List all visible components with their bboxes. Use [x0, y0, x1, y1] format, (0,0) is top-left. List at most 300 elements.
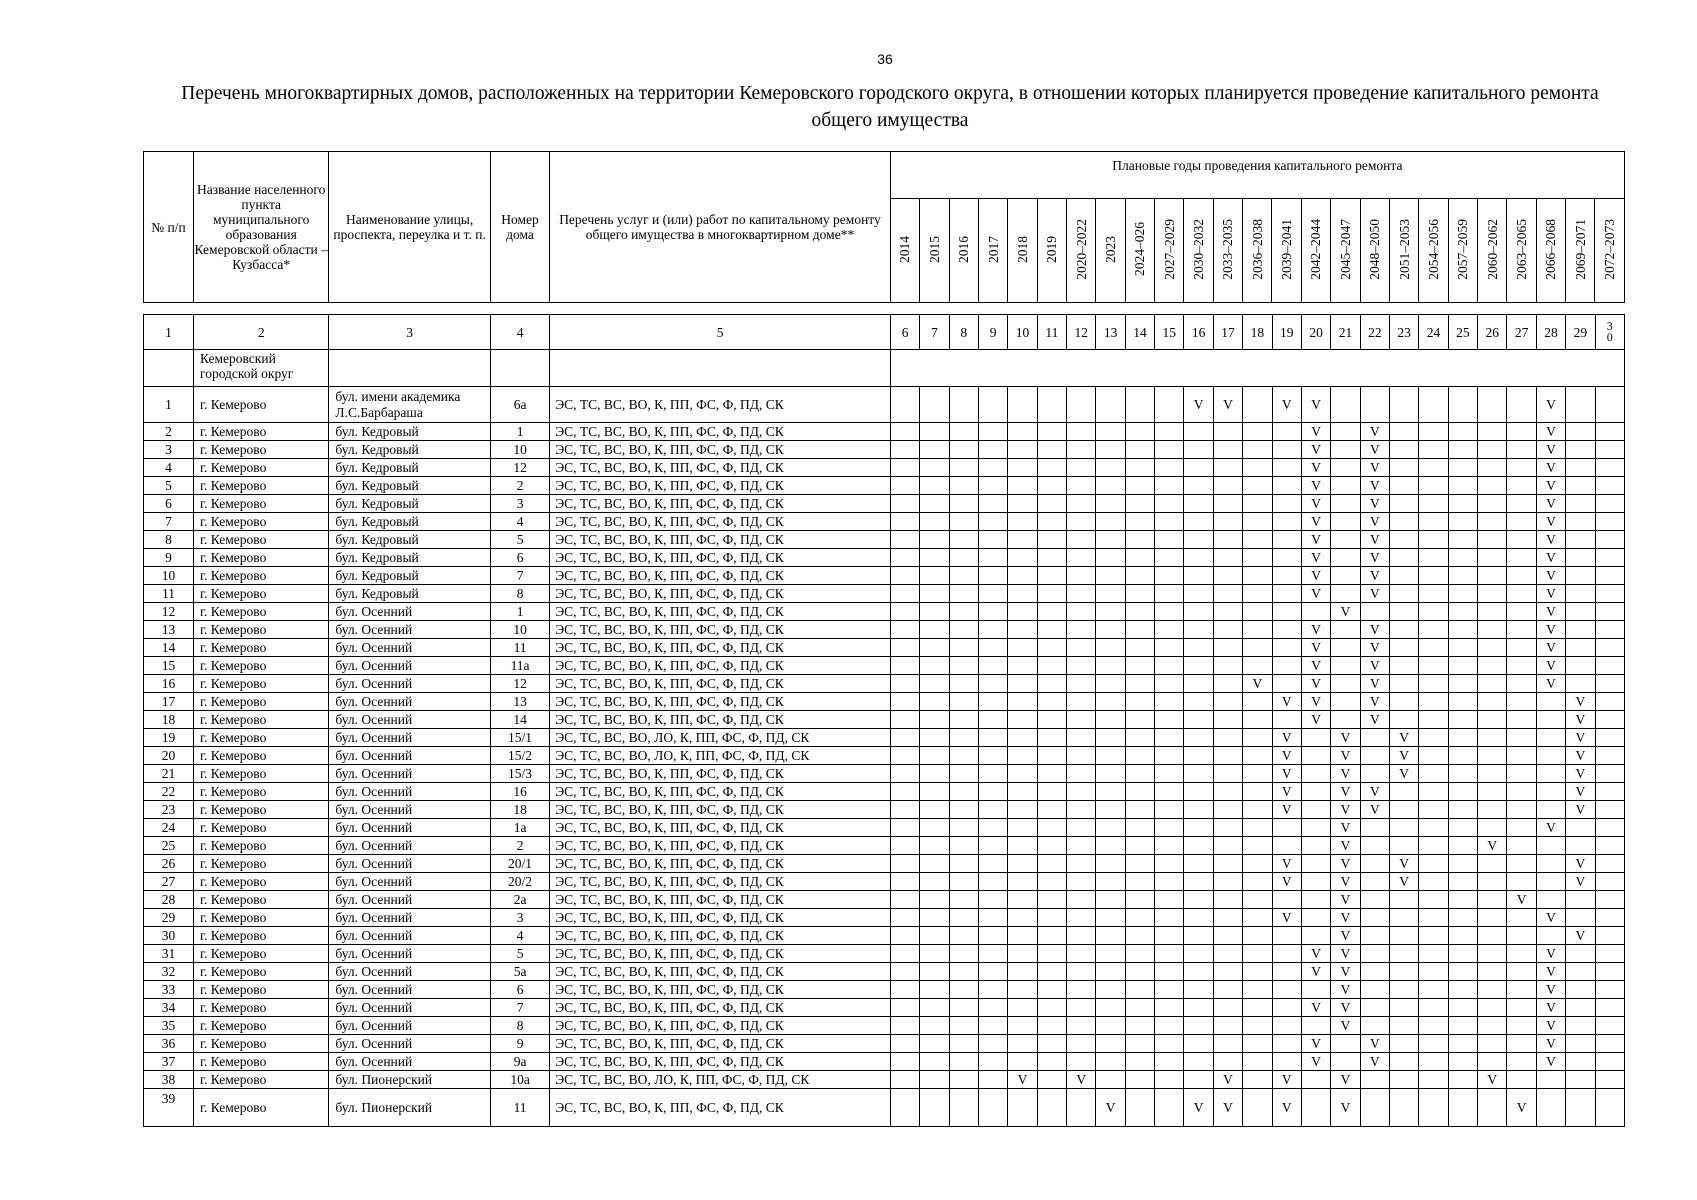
year-mark-cell — [1008, 765, 1037, 783]
year-mark-cell: V — [1536, 675, 1565, 693]
year-mark-cell — [1067, 891, 1096, 909]
year-mark-cell — [1067, 909, 1096, 927]
year-mark-cell — [1595, 765, 1624, 783]
col-works-header: Перечень услуг и (или) работ по капитальному ремонту общего имущества в многоквартирном доме** — [550, 152, 891, 303]
year-mark-cell — [1272, 927, 1301, 945]
year-mark-cell — [949, 495, 978, 513]
year-mark-cell — [1331, 423, 1360, 441]
year-mark-cell — [1125, 729, 1154, 747]
year-mark-cell — [920, 873, 949, 891]
row-works: ЭС, ТС, ВС, ВО, К, ПП, ФС, Ф, ПД, СК — [550, 909, 891, 927]
row-works: ЭС, ТС, ВС, ВО, К, ПП, ФС, Ф, ПД, СК — [550, 945, 891, 963]
year-mark-cell — [1390, 477, 1419, 495]
year-mark-cell — [1243, 621, 1272, 639]
year-mark-cell — [1478, 765, 1507, 783]
year-mark-cell — [1184, 657, 1213, 675]
year-mark-cell — [1125, 603, 1154, 621]
year-mark-cell — [1331, 711, 1360, 729]
year-mark-cell — [1390, 639, 1419, 657]
row-works: ЭС, ТС, ВС, ВО, К, ПП, ФС, Ф, ПД, СК — [550, 927, 891, 945]
year-mark-cell: V — [1390, 855, 1419, 873]
year-mark-cell — [1566, 603, 1595, 621]
year-mark-cell: V — [1566, 801, 1595, 819]
year-mark-cell — [1595, 567, 1624, 585]
table-row — [144, 459, 1625, 477]
year-mark-cell: V — [1301, 1035, 1330, 1053]
year-mark-cell — [1566, 459, 1595, 477]
year-mark-cell — [1566, 1017, 1595, 1035]
year-mark-cell — [1213, 495, 1242, 513]
year-mark-cell — [1037, 945, 1066, 963]
column-index-cell: 10 — [1008, 315, 1037, 350]
year-mark-cell — [920, 459, 949, 477]
year-mark-cell — [920, 729, 949, 747]
column-index-cell: 26 — [1478, 315, 1507, 350]
year-label: 2014 — [897, 235, 913, 263]
year-mark-cell — [1037, 423, 1066, 441]
row-number: 1 — [144, 387, 194, 423]
row-house: 10а — [490, 1071, 549, 1089]
year-mark-cell — [1008, 657, 1037, 675]
row-city: г. Кемерово — [194, 603, 329, 621]
year-mark-cell: V — [1331, 819, 1360, 837]
year-mark-cell — [1008, 513, 1037, 531]
year-mark-cell — [1067, 999, 1096, 1017]
year-mark-cell — [1331, 387, 1360, 423]
row-house: 20/1 — [490, 855, 549, 873]
year-mark-cell — [1184, 477, 1213, 495]
year-mark-cell — [1448, 675, 1477, 693]
year-mark-cell: V — [1272, 765, 1301, 783]
row-works: ЭС, ТС, ВС, ВО, К, ПП, ФС, Ф, ПД, СК — [550, 531, 891, 549]
year-mark-cell — [1213, 999, 1242, 1017]
year-mark-cell — [1243, 927, 1272, 945]
year-mark-cell — [1184, 765, 1213, 783]
year-mark-cell — [1067, 801, 1096, 819]
table-row — [144, 621, 1625, 639]
year-mark-cell — [1243, 639, 1272, 657]
year-mark-cell — [1096, 1035, 1125, 1053]
year-mark-cell — [1566, 585, 1595, 603]
year-mark-cell — [1125, 765, 1154, 783]
year-mark-cell — [1595, 981, 1624, 999]
year-mark-cell — [1184, 585, 1213, 603]
year-mark-cell — [1243, 909, 1272, 927]
year-header — [1360, 199, 1389, 303]
year-mark-cell — [1008, 711, 1037, 729]
year-mark-cell — [1390, 927, 1419, 945]
year-mark-cell — [890, 1035, 919, 1053]
row-city: г. Кемерово — [194, 963, 329, 981]
year-mark-cell — [1067, 387, 1096, 423]
year-mark-cell — [1096, 945, 1125, 963]
year-mark-cell — [978, 1089, 1007, 1127]
year-mark-cell — [978, 765, 1007, 783]
table-row — [144, 603, 1625, 621]
year-mark-cell: V — [1301, 999, 1330, 1017]
year-mark-cell: V — [1331, 909, 1360, 927]
column-index-cell: 8 — [949, 315, 978, 350]
row-city: г. Кемерово — [194, 837, 329, 855]
year-mark-cell — [978, 837, 1007, 855]
year-mark-cell — [1155, 531, 1184, 549]
year-mark-cell — [1243, 531, 1272, 549]
year-mark-cell — [1096, 693, 1125, 711]
year-mark-cell — [949, 639, 978, 657]
year-mark-cell — [1478, 693, 1507, 711]
year-mark-cell — [949, 711, 978, 729]
row-street: бул. Осенний — [329, 873, 490, 891]
row-house: 2а — [490, 891, 549, 909]
row-house: 11а — [490, 657, 549, 675]
row-house: 2 — [490, 837, 549, 855]
year-mark-cell — [949, 747, 978, 765]
row-works: ЭС, ТС, ВС, ВО, К, ПП, ФС, Ф, ПД, СК — [550, 585, 891, 603]
year-mark-cell — [1008, 639, 1037, 657]
year-mark-cell — [949, 855, 978, 873]
year-label: 2020–2022 — [1073, 218, 1089, 280]
year-mark-cell — [1448, 1089, 1477, 1127]
year-mark-cell — [1301, 981, 1330, 999]
year-mark-cell — [1390, 837, 1419, 855]
year-mark-cell — [1184, 891, 1213, 909]
year-mark-cell — [1008, 909, 1037, 927]
row-works: ЭС, ТС, ВС, ВО, К, ПП, ФС, Ф, ПД, СК — [550, 459, 891, 477]
year-label: 2054–2056 — [1425, 218, 1441, 280]
year-mark-cell — [1067, 927, 1096, 945]
row-house: 3 — [490, 909, 549, 927]
row-number: 10 — [144, 567, 194, 585]
year-mark-cell — [1507, 819, 1536, 837]
year-mark-cell — [1067, 1053, 1096, 1071]
year-mark-cell — [890, 909, 919, 927]
year-mark-cell — [1067, 1017, 1096, 1035]
year-mark-cell: V — [1536, 477, 1565, 495]
year-mark-cell — [1184, 963, 1213, 981]
year-mark-cell — [1272, 999, 1301, 1017]
year-mark-cell — [1037, 927, 1066, 945]
year-mark-cell — [1595, 387, 1624, 423]
year-mark-cell — [1478, 1053, 1507, 1071]
year-mark-cell: V — [1536, 621, 1565, 639]
row-house: 1 — [490, 603, 549, 621]
year-mark-cell — [978, 567, 1007, 585]
year-mark-cell — [1566, 1035, 1595, 1053]
year-mark-cell — [890, 783, 919, 801]
year-mark-cell — [1067, 441, 1096, 459]
year-mark-cell — [1155, 423, 1184, 441]
row-street: бул. имени академика Л.С.Барбараша — [329, 387, 490, 423]
year-mark-cell — [949, 819, 978, 837]
year-mark-cell — [1125, 675, 1154, 693]
row-house: 12 — [490, 675, 549, 693]
year-mark-cell — [1184, 873, 1213, 891]
row-city: г. Кемерово — [194, 945, 329, 963]
year-mark-cell — [1448, 711, 1477, 729]
row-street: бул. Осенний — [329, 891, 490, 909]
year-mark-cell — [1067, 819, 1096, 837]
year-mark-cell — [1243, 747, 1272, 765]
year-mark-cell — [1478, 1089, 1507, 1127]
row-street: бул. Осенний — [329, 837, 490, 855]
row-city: г. Кемерово — [194, 1053, 329, 1071]
table-row — [144, 999, 1625, 1017]
year-mark-cell — [1478, 855, 1507, 873]
year-mark-cell — [1566, 999, 1595, 1017]
year-mark-cell — [1184, 801, 1213, 819]
year-mark-cell — [1448, 909, 1477, 927]
year-mark-cell — [1331, 1053, 1360, 1071]
year-mark-cell — [1008, 981, 1037, 999]
year-mark-cell — [1507, 459, 1536, 477]
year-mark-cell — [1213, 1017, 1242, 1035]
year-mark-cell — [978, 693, 1007, 711]
year-mark-cell — [1125, 999, 1154, 1017]
row-works: ЭС, ТС, ВС, ВО, К, ПП, ФС, Ф, ПД, СК — [550, 603, 891, 621]
year-mark-cell — [1272, 603, 1301, 621]
year-mark-cell — [1067, 873, 1096, 891]
row-number: 8 — [144, 531, 194, 549]
year-mark-cell — [1272, 459, 1301, 477]
year-mark-cell — [1419, 819, 1448, 837]
year-mark-cell: V — [1360, 693, 1389, 711]
year-mark-cell — [890, 441, 919, 459]
year-mark-cell — [1243, 1053, 1272, 1071]
year-mark-cell — [920, 675, 949, 693]
year-mark-cell: V — [1566, 927, 1595, 945]
year-mark-cell — [1125, 711, 1154, 729]
year-mark-cell — [920, 621, 949, 639]
year-mark-cell: V — [1360, 783, 1389, 801]
row-works: ЭС, ТС, ВС, ВО, К, ПП, ФС, Ф, ПД, СК — [550, 441, 891, 459]
year-mark-cell — [1243, 999, 1272, 1017]
table-row — [144, 711, 1625, 729]
year-mark-cell — [1125, 585, 1154, 603]
year-mark-cell — [1390, 585, 1419, 603]
year-mark-cell — [1566, 477, 1595, 495]
year-mark-cell — [1507, 657, 1536, 675]
year-mark-cell: V — [1331, 945, 1360, 963]
year-mark-cell — [978, 873, 1007, 891]
year-label: 2051–2053 — [1396, 218, 1412, 280]
row-street: бул. Кедровый — [329, 585, 490, 603]
year-mark-cell: V — [1331, 837, 1360, 855]
row-city: г. Кемерово — [194, 729, 329, 747]
year-mark-cell — [1213, 729, 1242, 747]
year-mark-cell — [1478, 711, 1507, 729]
year-mark-cell — [1331, 567, 1360, 585]
year-mark-cell — [1096, 657, 1125, 675]
year-mark-cell — [1301, 747, 1330, 765]
year-mark-cell — [1301, 837, 1330, 855]
year-mark-cell — [1008, 585, 1037, 603]
year-mark-cell — [1301, 855, 1330, 873]
year-mark-cell — [920, 1053, 949, 1071]
year-mark-cell: V — [1507, 891, 1536, 909]
year-mark-cell — [1243, 981, 1272, 999]
row-works: ЭС, ТС, ВС, ВО, К, ПП, ФС, Ф, ПД, СК — [550, 1035, 891, 1053]
year-mark-cell — [1008, 459, 1037, 477]
year-mark-cell — [920, 513, 949, 531]
year-mark-cell: V — [1331, 603, 1360, 621]
year-mark-cell — [1419, 747, 1448, 765]
year-mark-cell: V — [1536, 1035, 1565, 1053]
year-header — [1125, 199, 1154, 303]
year-mark-cell: V — [1360, 1035, 1389, 1053]
year-mark-cell — [949, 657, 978, 675]
year-mark-cell — [1184, 495, 1213, 513]
year-mark-cell — [1213, 963, 1242, 981]
year-mark-cell — [1067, 675, 1096, 693]
year-mark-cell — [1507, 621, 1536, 639]
year-mark-cell — [1243, 549, 1272, 567]
year-mark-cell — [1213, 459, 1242, 477]
year-mark-cell — [1390, 549, 1419, 567]
year-mark-cell: V — [1213, 387, 1242, 423]
year-mark-cell — [1243, 423, 1272, 441]
year-mark-cell — [1595, 909, 1624, 927]
year-mark-cell — [1419, 585, 1448, 603]
year-mark-cell — [1507, 855, 1536, 873]
year-mark-cell: V — [1272, 1089, 1301, 1127]
year-mark-cell — [920, 747, 949, 765]
table-row — [144, 1035, 1625, 1053]
row-city: г. Кемерово — [194, 873, 329, 891]
row-city: г. Кемерово — [194, 1035, 329, 1053]
year-mark-cell — [978, 657, 1007, 675]
year-mark-cell — [1125, 891, 1154, 909]
year-mark-cell — [1067, 423, 1096, 441]
year-mark-cell: V — [1360, 801, 1389, 819]
year-mark-cell — [1067, 747, 1096, 765]
year-label: 2016 — [956, 235, 972, 263]
year-mark-cell — [1301, 819, 1330, 837]
year-mark-cell: V — [1301, 693, 1330, 711]
year-mark-cell — [1037, 873, 1066, 891]
year-label: 2048–2050 — [1367, 218, 1383, 280]
year-mark-cell — [1243, 459, 1272, 477]
col-years-header: Плановые годы проведения капитального ремонта — [890, 152, 1624, 199]
year-mark-cell — [890, 459, 919, 477]
year-mark-cell — [1360, 927, 1389, 945]
year-mark-cell — [1037, 603, 1066, 621]
year-mark-cell — [920, 981, 949, 999]
year-mark-cell: V — [1566, 693, 1595, 711]
year-mark-cell — [1155, 783, 1184, 801]
row-house: 13 — [490, 693, 549, 711]
row-street: бул. Осенний — [329, 603, 490, 621]
row-house: 12 — [490, 459, 549, 477]
row-street: бул. Кедровый — [329, 423, 490, 441]
year-mark-cell: V — [1331, 1089, 1360, 1127]
year-mark-cell — [1331, 675, 1360, 693]
year-mark-cell: V — [1301, 963, 1330, 981]
year-mark-cell — [978, 549, 1007, 567]
year-mark-cell — [1595, 585, 1624, 603]
year-mark-cell — [1184, 837, 1213, 855]
year-mark-cell — [978, 981, 1007, 999]
year-mark-cell — [1448, 945, 1477, 963]
year-mark-cell — [1272, 1035, 1301, 1053]
year-mark-cell — [1478, 981, 1507, 999]
year-mark-cell — [1155, 1035, 1184, 1053]
year-mark-cell — [920, 531, 949, 549]
year-mark-cell — [1243, 765, 1272, 783]
year-mark-cell — [1125, 819, 1154, 837]
year-mark-cell — [890, 639, 919, 657]
year-mark-cell — [1155, 513, 1184, 531]
year-mark-cell — [1213, 693, 1242, 711]
year-mark-cell — [1301, 801, 1330, 819]
column-index-cell: 14 — [1125, 315, 1154, 350]
year-mark-cell — [1272, 837, 1301, 855]
year-header — [1448, 199, 1477, 303]
year-mark-cell — [1360, 891, 1389, 909]
year-mark-cell — [949, 1035, 978, 1053]
row-house: 1 — [490, 423, 549, 441]
year-mark-cell — [1448, 585, 1477, 603]
year-mark-cell — [1507, 567, 1536, 585]
year-mark-cell — [1067, 1035, 1096, 1053]
year-mark-cell — [1067, 567, 1096, 585]
year-mark-cell — [1184, 981, 1213, 999]
year-mark-cell — [949, 567, 978, 585]
year-mark-cell — [949, 549, 978, 567]
row-works: ЭС, ТС, ВС, ВО, ЛО, К, ПП, ФС, Ф, ПД, СК — [550, 729, 891, 747]
year-header — [1389, 199, 1418, 303]
year-mark-cell — [1419, 1071, 1448, 1089]
column-index-cell: 4 — [490, 315, 549, 350]
year-mark-cell — [949, 765, 978, 783]
year-mark-cell — [890, 423, 919, 441]
row-street: бул. Осенний — [329, 621, 490, 639]
year-header — [1213, 199, 1242, 303]
row-works: ЭС, ТС, ВС, ВО, К, ПП, ФС, Ф, ПД, СК — [550, 999, 891, 1017]
year-mark-cell — [1125, 621, 1154, 639]
year-mark-cell — [890, 747, 919, 765]
year-mark-cell — [920, 585, 949, 603]
year-mark-cell — [1008, 387, 1037, 423]
year-mark-cell — [920, 801, 949, 819]
year-mark-cell — [1448, 1035, 1477, 1053]
year-mark-cell — [1419, 891, 1448, 909]
year-mark-cell: V — [1301, 1053, 1330, 1071]
year-mark-cell — [1096, 801, 1125, 819]
row-house: 14 — [490, 711, 549, 729]
column-index-cell: 7 — [920, 315, 949, 350]
year-mark-cell: V — [1360, 423, 1389, 441]
year-mark-cell — [978, 1053, 1007, 1071]
year-mark-cell — [1478, 621, 1507, 639]
row-street: бул. Осенний — [329, 783, 490, 801]
year-mark-cell — [1155, 1053, 1184, 1071]
row-street: бул. Осенний — [329, 675, 490, 693]
year-mark-cell — [1331, 657, 1360, 675]
year-mark-cell — [1037, 387, 1066, 423]
year-mark-cell — [1155, 909, 1184, 927]
year-mark-cell — [890, 477, 919, 495]
year-mark-cell — [1067, 945, 1096, 963]
year-mark-cell — [1213, 801, 1242, 819]
year-mark-cell — [1478, 387, 1507, 423]
year-mark-cell: V — [1301, 423, 1330, 441]
row-house: 6 — [490, 549, 549, 567]
year-mark-cell: V — [1331, 981, 1360, 999]
year-header — [978, 199, 1007, 303]
year-mark-cell: V — [1301, 513, 1330, 531]
table-row — [144, 981, 1625, 999]
year-mark-cell: V — [1536, 495, 1565, 513]
